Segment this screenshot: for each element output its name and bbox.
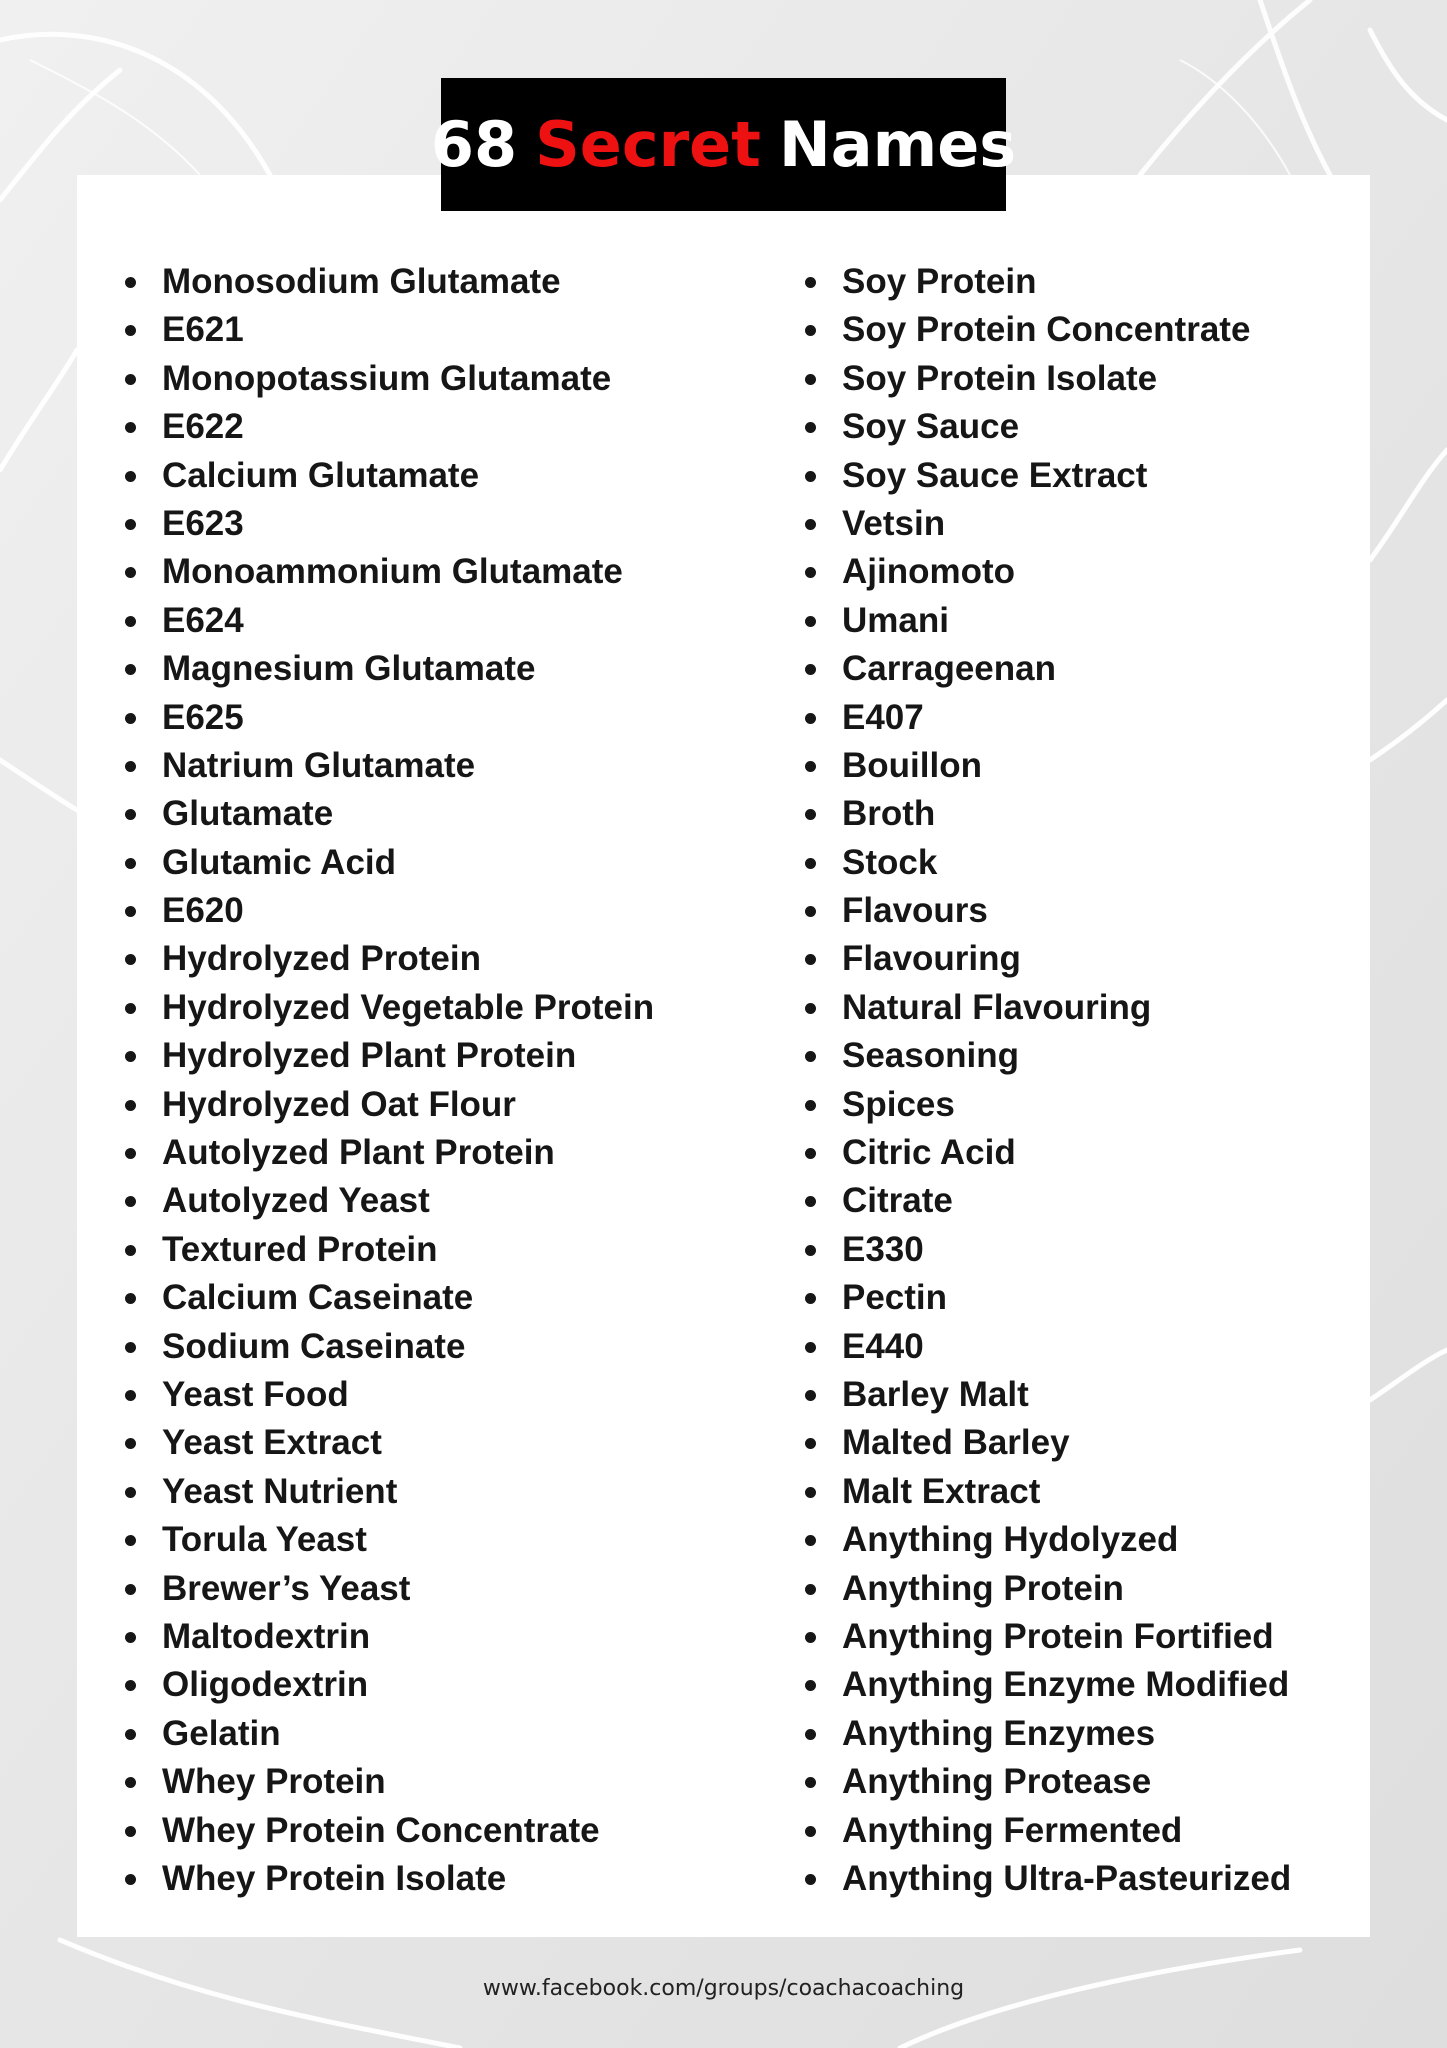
bullet-icon: [125, 1051, 136, 1062]
bullet-icon: [125, 1148, 136, 1159]
bullet-icon: [805, 1245, 816, 1256]
list-item: [122, 1081, 654, 1129]
bullet-icon: [125, 1874, 136, 1885]
bullet-icon: [805, 1003, 816, 1014]
list-item: [802, 1032, 1291, 1080]
list-item: [802, 548, 1291, 596]
list-item-label: Citrate: [842, 1181, 953, 1221]
list-item: [122, 839, 654, 887]
list-item: [802, 1419, 1291, 1467]
list-item: [122, 887, 654, 935]
list-item-label: Glutamate: [162, 794, 334, 834]
bullet-icon: [805, 422, 816, 433]
list-item-label: Monosodium Glutamate: [162, 262, 561, 301]
list-item-label: Natrium Glutamate: [162, 745, 476, 785]
list-item-label: Monoammonium Glutamate: [162, 552, 623, 592]
bullet-icon: [125, 1777, 136, 1788]
list-item: [122, 1226, 654, 1274]
bullet-icon: [805, 1438, 816, 1449]
list-item: [802, 935, 1291, 983]
list-item-label: Anything Protease: [842, 1762, 1152, 1802]
list-item-label: Calcium Caseinate: [162, 1278, 474, 1318]
bullet-icon: [805, 277, 816, 288]
list-item-label: Bouillon: [842, 745, 982, 785]
list-item: [122, 1274, 654, 1322]
bullet-icon: [125, 906, 136, 917]
list-item: [122, 1323, 654, 1371]
list-item-label: Hydrolyzed Protein: [162, 939, 481, 979]
list-item-label: Soy Sauce Extract: [842, 455, 1148, 495]
list-item-label: Anything Hydolyzed: [842, 1520, 1179, 1560]
list-item: [802, 1855, 1291, 1903]
list-item-label: Yeast Extract: [162, 1423, 382, 1463]
list-item: [802, 500, 1291, 548]
list-item-label: Carrageenan: [842, 649, 1056, 689]
list-item-label: Whey Protein Isolate: [162, 1858, 507, 1898]
list-item: [802, 1661, 1291, 1709]
list-item-label: Autolyzed Plant Protein: [162, 1133, 555, 1173]
bullet-icon: [805, 567, 816, 578]
bullet-icon: [125, 1342, 136, 1353]
list-item-label: Yeast Nutrient: [162, 1471, 398, 1511]
bullet-icon: [125, 1826, 136, 1837]
list-item-label: E330: [842, 1229, 924, 1269]
bullet-icon: [805, 1148, 816, 1159]
list-item-label: Brewer’s Yeast: [162, 1568, 411, 1608]
bullet-icon: [805, 325, 816, 336]
bullet-icon: [125, 1729, 136, 1740]
list-item-label: Whey Protein Concentrate: [162, 1810, 600, 1850]
list-item: [122, 1516, 654, 1564]
bullet-icon: [125, 374, 136, 385]
list-item: [122, 645, 654, 693]
list-item-label: Anything Ultra-Pasteurized: [842, 1858, 1292, 1898]
list-item-label: Hydrolyzed Oat Flour: [162, 1084, 516, 1124]
bullet-icon: [125, 1293, 136, 1304]
list-item-label: E623: [162, 503, 244, 543]
list-item-label: Soy Protein Concentrate: [842, 310, 1251, 350]
list-item: [122, 694, 654, 742]
list-item: [802, 1565, 1291, 1613]
bullet-icon: [805, 1390, 816, 1401]
bullet-icon: [125, 1535, 136, 1546]
list-item-label: Textured Protein: [162, 1229, 438, 1269]
list-item-label: Soy Protein Isolate: [842, 358, 1158, 398]
bullet-icon: [805, 1535, 816, 1546]
list-item: [802, 1710, 1291, 1758]
list-item: [122, 935, 654, 983]
title-number: 68: [430, 108, 518, 181]
bullet-icon: [125, 567, 136, 578]
list-item-label: Anything Protein: [842, 1568, 1124, 1608]
list-item: [122, 1807, 654, 1855]
list-item-label: Stock: [842, 842, 938, 882]
list-item: [802, 790, 1291, 838]
list-item-label: Barley Malt: [842, 1374, 1029, 1414]
list-item: [802, 403, 1291, 451]
list-item: [802, 452, 1291, 500]
list-item-label: E407: [842, 697, 924, 737]
list-item: [802, 887, 1291, 935]
list-item: [122, 258, 654, 306]
bullet-icon: [125, 1100, 136, 1111]
list-item-label: Natural Flavouring: [842, 987, 1152, 1027]
bullet-icon: [125, 1003, 136, 1014]
list-item-label: Seasoning: [842, 1036, 1019, 1076]
list-item: [802, 597, 1291, 645]
list-item-label: Flavours: [842, 891, 988, 931]
list-item: [122, 1419, 654, 1467]
bullet-icon: [125, 325, 136, 336]
list-item-label: Malt Extract: [842, 1471, 1041, 1511]
list-item-label: Soy Protein: [842, 262, 1037, 301]
list-item: [122, 790, 654, 838]
bullet-icon: [125, 471, 136, 482]
list-item-label: Hydrolyzed Vegetable Protein: [162, 987, 655, 1027]
list-item: [122, 500, 654, 548]
list-item: [122, 1710, 654, 1758]
list-item: [122, 452, 654, 500]
bullet-icon: [805, 954, 816, 965]
list-item: [122, 1661, 654, 1709]
list-item-label: Soy Sauce: [842, 407, 1020, 447]
list-item-label: Malted Barley: [842, 1423, 1070, 1463]
list-item-label: E624: [162, 600, 244, 640]
bullet-icon: [805, 664, 816, 675]
list-item-label: E622: [162, 407, 244, 447]
list-item-label: E440: [842, 1326, 924, 1366]
list-item: [802, 1807, 1291, 1855]
bullet-icon: [805, 1196, 816, 1207]
bullet-icon: [805, 906, 816, 917]
list-item: [802, 1468, 1291, 1516]
bullet-icon: [805, 1293, 816, 1304]
list-item-label: Oligodextrin: [162, 1665, 369, 1705]
list-item-label: Anything Fermented: [842, 1810, 1183, 1850]
bullet-icon: [805, 1584, 816, 1595]
list-item: [122, 1468, 654, 1516]
title-accent-word: Secret: [535, 108, 761, 181]
bullet-icon: [805, 1342, 816, 1353]
list-item-label: Vetsin: [842, 503, 946, 543]
list-item-label: Maltodextrin: [162, 1616, 371, 1656]
list-item-label: E620: [162, 891, 244, 931]
bullet-icon: [805, 374, 816, 385]
bullet-icon: [805, 1729, 816, 1740]
list-item-label: E625: [162, 697, 244, 737]
title-word: Names: [778, 108, 1017, 181]
list-item: [122, 742, 654, 790]
list-item: [122, 306, 654, 354]
list-item-label: Whey Protein: [162, 1762, 386, 1802]
list-item-label: Ajinomoto: [842, 552, 1016, 592]
bullet-icon: [125, 616, 136, 627]
bullet-icon: [125, 1390, 136, 1401]
bullet-icon: [125, 858, 136, 869]
list-item: [802, 1516, 1291, 1564]
list-item: [802, 1613, 1291, 1661]
bullet-icon: [125, 713, 136, 724]
names-list-right: [802, 258, 1291, 1903]
bullet-icon: [125, 1632, 136, 1643]
list-item: [122, 1565, 654, 1613]
bullet-icon: [125, 1245, 136, 1256]
list-item-label: Pectin: [842, 1278, 948, 1318]
bullet-icon: [125, 422, 136, 433]
bullet-icon: [805, 1632, 816, 1643]
list-item-label: Monopotassium Glutamate: [162, 358, 612, 398]
bullet-icon: [125, 809, 136, 820]
list-item: [122, 1177, 654, 1225]
list-item: [122, 403, 654, 451]
list-item-label: Autolyzed Yeast: [162, 1181, 430, 1221]
list-item: [802, 1371, 1291, 1419]
list-item: [802, 355, 1291, 403]
list-item: [122, 984, 654, 1032]
list-item-label: Broth: [842, 794, 936, 834]
bullet-icon: [805, 471, 816, 482]
list-item: [802, 1177, 1291, 1225]
list-item: [122, 1758, 654, 1806]
list-item-label: Umani: [842, 600, 949, 640]
list-item-label: Anything Protein Fortified: [842, 1616, 1274, 1656]
bullet-icon: [125, 1487, 136, 1498]
list-item: [802, 694, 1291, 742]
bullet-icon: [125, 1196, 136, 1207]
list-item-label: Gelatin: [162, 1713, 281, 1753]
list-item-label: Anything Enzyme Modified: [842, 1665, 1290, 1705]
list-item: [802, 1226, 1291, 1274]
list-item: [802, 1081, 1291, 1129]
bullet-icon: [125, 1438, 136, 1449]
names-list-left: [122, 258, 654, 1903]
list-item-label: Spices: [842, 1084, 955, 1124]
list-item-label: Yeast Food: [162, 1374, 349, 1414]
bullet-icon: [125, 1680, 136, 1691]
bullet-icon: [125, 277, 136, 288]
bullet-icon: [125, 1584, 136, 1595]
bullet-icon: [805, 1777, 816, 1788]
bullet-icon: [805, 1051, 816, 1062]
bullet-icon: [125, 954, 136, 965]
list-item-label: Anything Enzymes: [842, 1713, 1156, 1753]
bullet-icon: [805, 519, 816, 530]
bullet-icon: [125, 519, 136, 530]
list-item-label: Sodium Caseinate: [162, 1326, 466, 1366]
bullet-icon: [805, 761, 816, 772]
list-item-label: Torula Yeast: [162, 1520, 367, 1560]
list-item-label: Citric Acid: [842, 1133, 1016, 1173]
list-item: [802, 645, 1291, 693]
list-item: [122, 355, 654, 403]
list-item: [122, 548, 654, 596]
list-item-label: Flavouring: [842, 939, 1021, 979]
bullet-icon: [805, 809, 816, 820]
list-item: [802, 839, 1291, 887]
list-item-label: Calcium Glutamate: [162, 455, 480, 495]
bullet-icon: [805, 1680, 816, 1691]
list-item: [802, 984, 1291, 1032]
list-item: [122, 1613, 654, 1661]
bullet-icon: [805, 1100, 816, 1111]
list-item: [802, 1758, 1291, 1806]
list-item: [122, 597, 654, 645]
list-item: [122, 1371, 654, 1419]
list-item-label: Magnesium Glutamate: [162, 649, 536, 689]
bullet-icon: [805, 713, 816, 724]
list-item-label: Glutamic Acid: [162, 842, 397, 882]
list-item: [122, 1855, 654, 1903]
bullet-icon: [125, 664, 136, 675]
list-item-label: E621: [162, 310, 244, 350]
list-item: [802, 258, 1291, 306]
list-item: [802, 1323, 1291, 1371]
bullet-icon: [805, 1487, 816, 1498]
page-title: [430, 78, 1017, 211]
bullet-icon: [125, 761, 136, 772]
bullet-icon: [805, 616, 816, 627]
list-item: [802, 306, 1291, 354]
footer-url: www.facebook.com/groups/coachacoaching: [482, 1976, 965, 2001]
list-item-label: Hydrolyzed Plant Protein: [162, 1036, 577, 1076]
list-item: [122, 1032, 654, 1080]
bullet-icon: [805, 858, 816, 869]
bullet-icon: [805, 1874, 816, 1885]
bullet-icon: [805, 1826, 816, 1837]
list-item: [802, 1129, 1291, 1177]
list-item: [122, 1129, 654, 1177]
list-item: [802, 742, 1291, 790]
list-item: [802, 1274, 1291, 1322]
